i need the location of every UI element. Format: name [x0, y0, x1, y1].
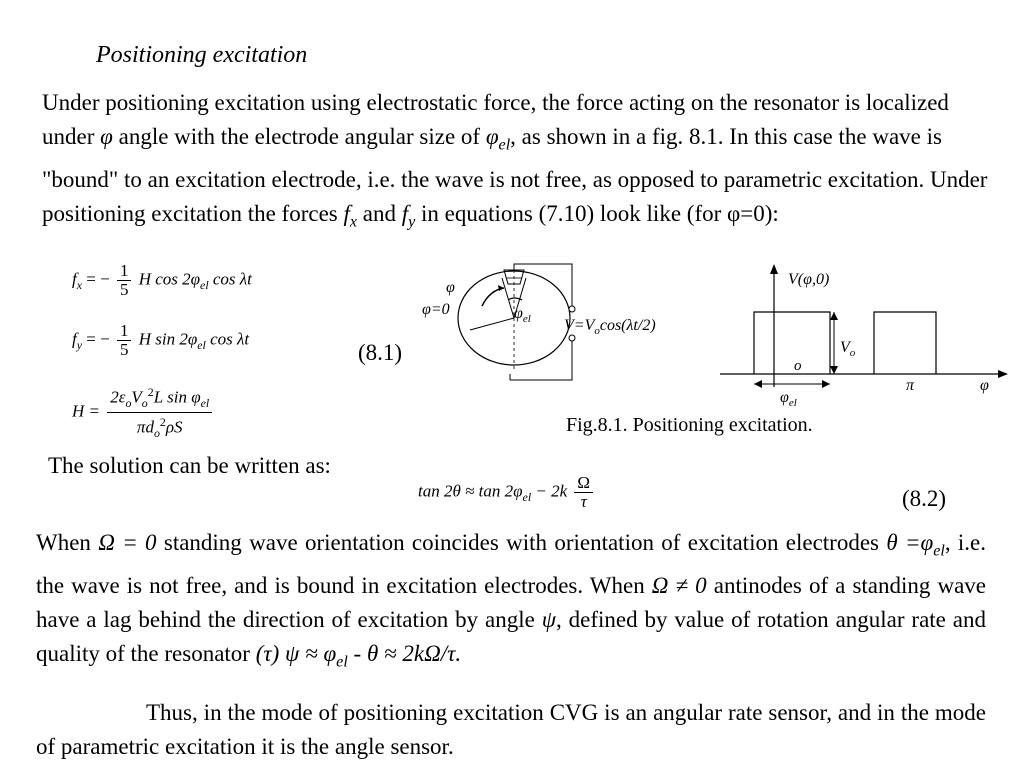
arc-phi	[482, 288, 504, 306]
label-phi-axis: φ	[980, 377, 989, 394]
label-phi-el-plot: $\varphi_{el}$	[780, 389, 797, 409]
ray-phi0	[470, 318, 514, 330]
discussion-paragraph: When Ω = 0 standing wave orientation coincides with orientation of excitation electrodes $\theta =\varphi_{el}$, i.e. the wave is not free, and is bound in excitation electrodes. When Ω ≠ 0 antinodes of a standing wave have a lag behind the direction of excitation by angle ψ, defined by value of rotation angular rate and quality of the resonator (τ) $\psi \approx \varphi_{el} - \theta \approx 2k\Omega/\tau$.	[36, 530, 986, 671]
intro-paragraph: Under positioning excitation using electrostatic force, the force acting on the resonator is localized under φ angle with the electrode angular size of $\varphi_{el}$, as shown in a fig. 8.1. In this case the wave is "bound" to an excitation electrode, i.e. the wave is not free, as opposed to parametric excitation. Under positioning excitation the forces $f_x$ and $f_y$ in equations (7.10) look like (for φ=0):	[42, 90, 988, 231]
equation-H: H = $\frac{2\varepsilon_oV_o^2L \sin \varphi_{el}}{\pi d_o^2\rho S}$	[72, 383, 215, 442]
equation-label-8-2: (8.2)	[902, 486, 947, 511]
figure-caption: Fig.8.1. Positioning excitation.	[566, 414, 813, 436]
label-pi: π	[906, 377, 915, 394]
terminal-top	[569, 306, 575, 312]
fraction-H: $\frac{2\varepsilon_oV_o^2L \sin \varphi_{el}}{\pi d_o^2\rho S}$	[107, 383, 212, 442]
label-vo: $V_o$	[840, 339, 856, 359]
pulse-1	[754, 312, 830, 374]
equation-8-2: $\tan 2\theta \approx \tan 2\varphi_{el} - 2k$ $\frac{\Omega}{\tau}$	[418, 474, 596, 511]
resonator-schematic	[418, 262, 688, 392]
label-phi: φ	[446, 279, 455, 296]
conclusion-paragraph: Thus, in the mode of positioning excitation CVG is an angular rate sensor, and in the mode of parametric excitation it is the angle sensor.	[36, 700, 986, 759]
terminal-bottom	[569, 335, 575, 341]
label-phi0: φ=0	[422, 301, 450, 318]
pulse-2	[874, 312, 936, 374]
equation-fx: $f_x$ = − $\frac{1}{5}$ H $\cos 2\varphi_{el}$ cos λt	[72, 261, 252, 299]
fraction-omega-tau: $\frac{\Omega}{\tau}$	[574, 474, 593, 511]
wire-bottom	[510, 341, 572, 380]
label-voltage: $V=V_o\cos(\lambda t/2)$	[564, 317, 656, 337]
voltage-plot	[712, 262, 1012, 412]
section-heading: Positioning excitation	[96, 42, 308, 68]
equation-label-8-1: (8.1)	[358, 340, 403, 365]
label-origin: o	[794, 358, 802, 374]
fraction-one-fifth: $\frac{1}{5}$	[117, 262, 132, 299]
equation-fy: $f_y$ = − $\frac{1}{5}$ H $\sin 2\varphi_{el}$ cos λt	[72, 321, 250, 359]
solution-intro: The solution can be written as:	[48, 453, 331, 478]
plot-title: V(φ,0)	[788, 271, 830, 288]
fraction-one-fifth: $\frac{1}{5}$	[117, 322, 132, 359]
label-phi-el: $\varphi_{el}$	[514, 305, 531, 325]
